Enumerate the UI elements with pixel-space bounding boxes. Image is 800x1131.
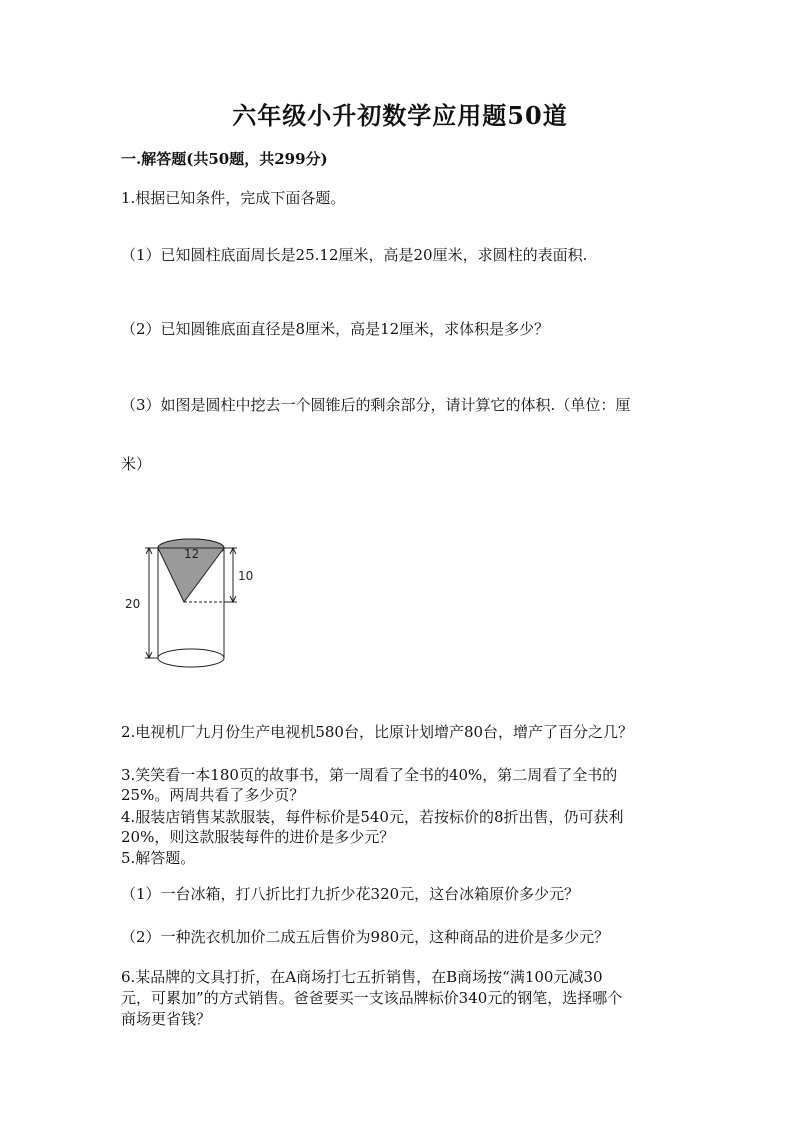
question-1-part-2: （2）已知圆锥底面直径是8厘米，高是12厘米，求体积是多少？	[121, 320, 550, 338]
question-4-line-1: 4.服装店销售某款服装，每件标价是540元，若按标价的8折出售，仍可获利	[121, 808, 624, 826]
question-5-intro: 5.解答题。	[121, 849, 196, 867]
question-1-part-3-line-1: （3）如图是圆柱中挖去一个圆锥后的剩余部分，请计算它的体积.（单位：厘	[121, 396, 631, 414]
question-4-line-2: 20%，则这款服装每件的进价是多少元？	[121, 828, 395, 846]
question-3-line-2: 25%。两周共看了多少页？	[121, 786, 305, 804]
question-6-line-1: 6.某品牌的文具打折，在A商场打七五折销售，在B商场按“满100元减30	[121, 968, 603, 986]
question-3-line-1: 3.笑笑看一本180页的故事书，第一周看了全书的40%，第二周看了全书的	[121, 766, 618, 784]
question-1-part-1: （1）已知圆柱底面周长是25.12厘米，高是20厘米，求圆柱的表面积.	[121, 246, 588, 264]
cylinder-cone-diagram	[121, 530, 254, 670]
question-6-line-2: 元，可累加”的方式销售。爸爸要买一支该品牌标价340元的钢笔，选择哪个	[121, 989, 623, 1007]
question-5-part-1: （1）一台冰箱，打八折比打九折少花320元，这台冰箱原价多少元？	[121, 885, 580, 903]
question-2: 2.电视机厂九月份生产电视机580台，比原计划增产80台，增产了百分之几？	[121, 723, 634, 741]
question-1-intro: 1.根据已知条件，完成下面各题。	[121, 189, 346, 207]
cone-height-label: 10	[238, 569, 254, 583]
cylinder-height-label: 20	[125, 597, 141, 611]
page-title: 六年级小升初数学应用题50道	[232, 101, 568, 130]
diameter-label: 12	[184, 547, 200, 561]
cylinder-cone-figure	[121, 530, 254, 670]
question-6-line-3: 商场更省钱？	[121, 1010, 212, 1028]
section-heading: 一.解答题(共50题，共299分)	[121, 150, 328, 168]
question-5-part-2: （2）一种洗衣机加价二成五后售价为980元，这种商品的进价是多少元？	[121, 928, 610, 946]
cylinder-bottom-ellipse	[158, 649, 224, 667]
question-1-part-3-line-2: 米）	[121, 455, 152, 473]
